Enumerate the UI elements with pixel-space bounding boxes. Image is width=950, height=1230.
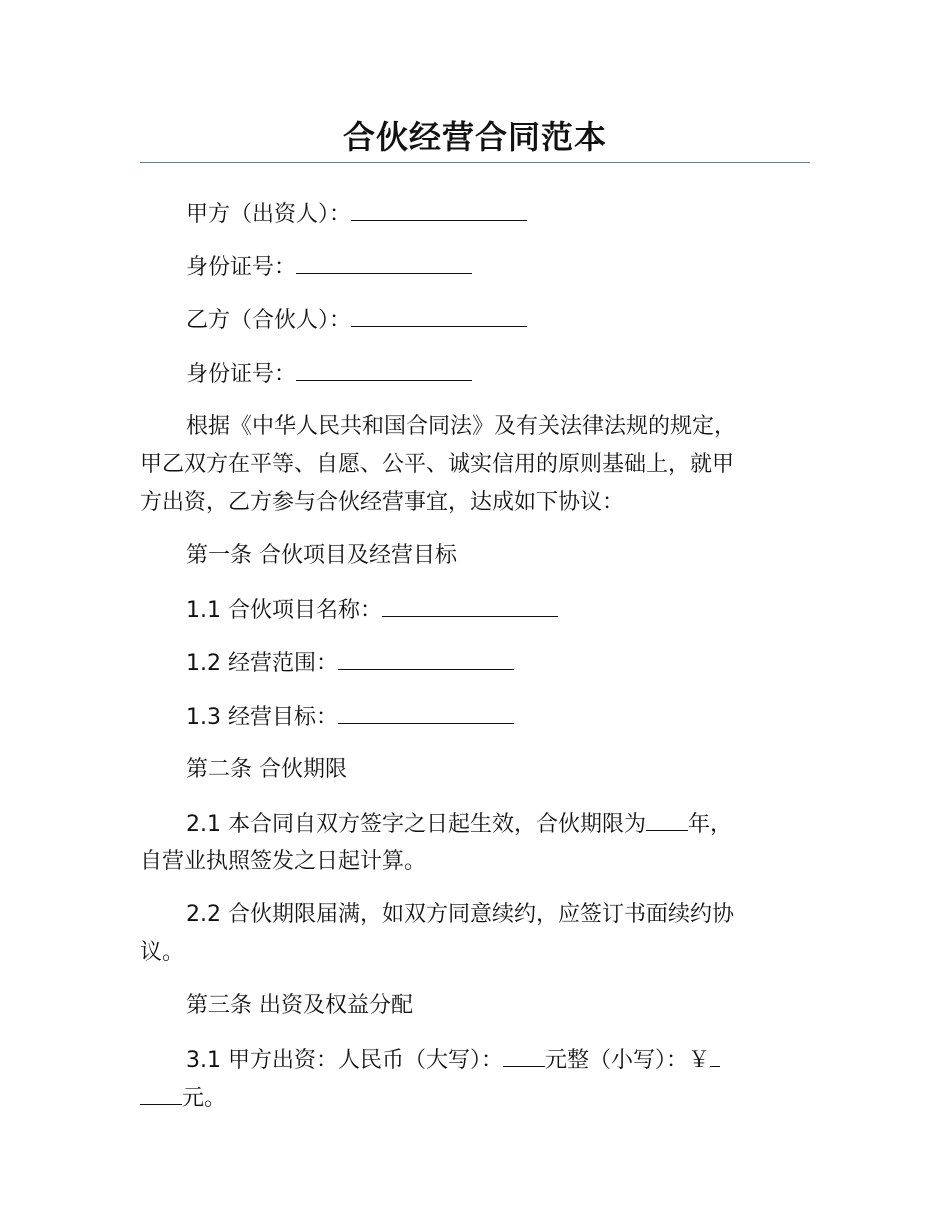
term-text-1: 2.1 本合同自双方签字之日起生效，合伙期限为 xyxy=(186,812,646,837)
party-a-id-label: 身份证号： xyxy=(186,255,297,280)
document-title: 合伙经营合同范本 xyxy=(342,118,607,156)
term-years-blank[interactable] xyxy=(646,806,688,831)
business-scope-label: 1.2 经营范围： xyxy=(186,651,338,676)
preamble-line-2: 甲乙双方在平等、自愿、公平、诚实信用的原则基础上，就甲 xyxy=(140,452,735,477)
party-b-id-line xyxy=(140,356,810,393)
party-a-id-line xyxy=(140,249,810,286)
article-3-heading: 第三条 出资及权益分配 xyxy=(186,993,413,1018)
capital-text-3: 元。 xyxy=(182,1086,227,1111)
capital-text-2: 元整（小写）：￥ xyxy=(544,1048,710,1073)
party-a-line xyxy=(140,196,810,233)
capital-lowercase-blank-b[interactable] xyxy=(140,1080,182,1105)
business-goal-label: 1.3 经营目标： xyxy=(186,705,338,730)
party-b-label: 乙方（合伙人）： xyxy=(186,308,352,333)
article-1-item-2 xyxy=(140,645,810,682)
capital-lowercase-blank-a[interactable] xyxy=(710,1042,720,1067)
preamble-line-3: 方出资，乙方参与合伙经营事宜，达成如下协议： xyxy=(140,490,625,515)
capital-uppercase-blank[interactable] xyxy=(503,1042,545,1067)
article-1-heading: 第一条 合伙项目及经营目标 xyxy=(186,543,457,568)
article-2-item-2-cont: 议。 xyxy=(140,940,185,965)
article-1-item-3 xyxy=(140,699,810,736)
article-2-item-1-cont: 自营业执照签发之日起计算。 xyxy=(140,849,427,874)
party-b-blank[interactable] xyxy=(351,302,527,327)
business-scope-blank[interactable] xyxy=(338,645,514,670)
party-a-blank[interactable] xyxy=(351,196,527,221)
term-text-2: 年， xyxy=(687,812,732,837)
article-2-item-1 xyxy=(140,806,810,843)
article-3-item-1-cont xyxy=(140,1080,810,1117)
party-a-id-blank[interactable] xyxy=(296,249,472,274)
article-2-item-2: 2.2 合伙期限届满，如双方同意续约，应签订书面续约协 xyxy=(186,902,734,927)
article-3-item-1 xyxy=(140,1042,810,1079)
article-2-heading: 第二条 合伙期限 xyxy=(186,757,347,782)
project-name-blank[interactable] xyxy=(382,592,558,617)
title-underline xyxy=(140,162,810,163)
article-1-item-1 xyxy=(140,592,810,629)
party-b-id-label: 身份证号： xyxy=(186,362,297,387)
party-b-id-blank[interactable] xyxy=(296,356,472,381)
capital-text-1: 3.1 甲方出资：人民币（大写）： xyxy=(186,1048,503,1073)
party-b-line xyxy=(140,302,810,339)
preamble-line-1: 根据《中华人民共和国合同法》及有关法律法规的规定， xyxy=(186,414,737,439)
business-goal-blank[interactable] xyxy=(338,699,514,724)
party-a-label: 甲方（出资人）： xyxy=(186,202,352,227)
project-name-label: 1.1 合伙项目名称： xyxy=(186,598,382,623)
